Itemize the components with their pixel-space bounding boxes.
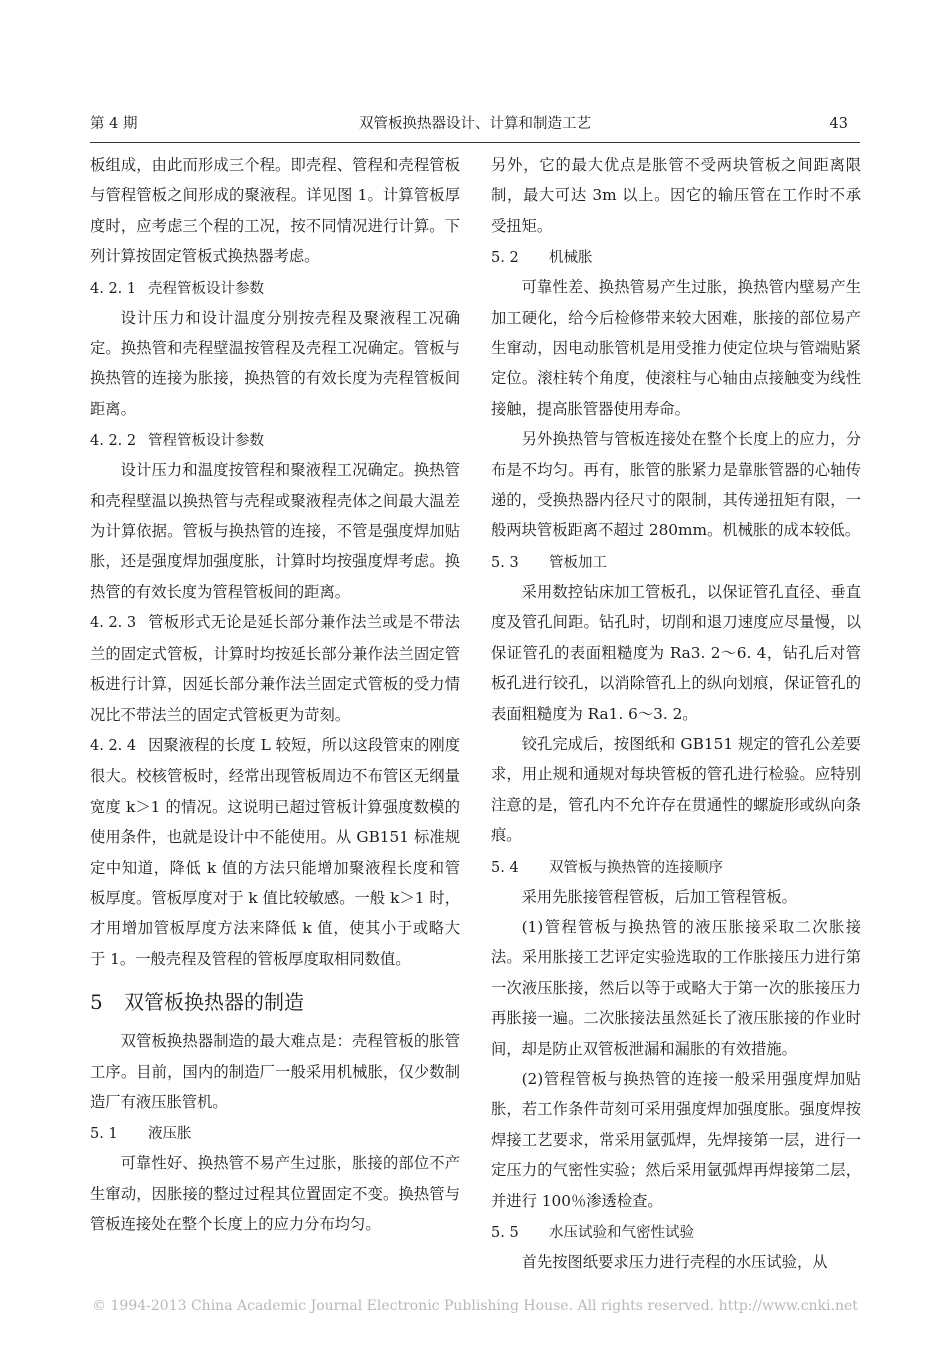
- copyright-footer: © 1994-2013 China Academic Journal Electronic Publishing House. All rights reserved. http://www.cnki.net: [92, 1298, 858, 1314]
- left-column: [90, 150, 460, 1240]
- subsection-heading-4-2-2: [90, 424, 460, 455]
- section-number: 5. 1: [90, 1126, 118, 1143]
- subsection-heading-5-4: [491, 851, 861, 882]
- section-number: 4. 2. 2: [90, 433, 137, 450]
- section-title: 管程管板设计参数: [148, 433, 264, 450]
- section-number: 5. 2: [491, 250, 519, 267]
- paragraph: 铰孔完成后，按图纸和 GB151 规定的管孔公差要求，用止规和通规对每块管板的管孔进行检验。应特别注意的是，管孔内不允许存在贯通性的螺旋形或纵向条痕。: [491, 734, 861, 845]
- section-number: 5: [90, 990, 103, 1015]
- paragraph: 可靠性差、换热管易产生过胀，换热管内壁易产生加工硬化，给今后检修带来较大困难，胀接的部位易产生窜动，因电动胀管机是用受推力使定位块与管端贴紧定位。滚柱转个角度，使滚柱与心轴由点接触变为线性接触，提高胀管器使用寿命。: [491, 278, 861, 418]
- subsection-heading-4-2-1: [90, 272, 460, 303]
- paragraph: 设计压力和设计温度分别按壳程及聚液程工况确定。换热管和壳程壁温按管程及壳程工况确定。管板与换热管的连接为胀接，换热管的有效长度为壳程管板间距离。: [90, 308, 460, 418]
- section-number: 5. 4: [491, 859, 519, 876]
- paragraph: (2)管程管板与换热管的连接一般采用强度焊加贴胀，若工作条件苛刻可采用强度焊加强度胀。强度焊按焊接工艺要求，常采用氩弧焊，先焊接第一层，进行一定压力的气密性实验；然后采用氩弧焊再焊接第二层，并进行 100％渗透检查。: [491, 1069, 861, 1210]
- issue-label: 第 4 期: [90, 116, 138, 132]
- page-number: 43: [829, 116, 848, 132]
- section-number: 4. 2. 1: [90, 280, 137, 297]
- subsection-heading-5-1: [90, 1117, 460, 1148]
- section-title: 机械胀: [549, 250, 593, 267]
- section-number: 4. 2. 3: [90, 615, 137, 632]
- paragraph: 双管板换热器制造的最大难点是：壳程管板的胀管工序。目前，国内的制造厂一般采用机械胀，仅少数制造厂有液压胀管机。: [90, 1032, 460, 1111]
- paragraph: 另外，它的最大优点是胀管不受两块管板之间距离限制，最大可达 3m 以上。因它的输压管在工作时不承受扭矩。: [491, 156, 861, 235]
- paragraph: 采用数控钻床加工管板孔，以保证管孔直径、垂直度及管孔间距。钻孔时，切削和退刀速度应尽量慢，以保证管孔的表面粗糙度为 Ra3. 2～6. 4，钻孔后对管板孔进行铰孔，以消除管孔上的纵向划痕，保证管孔的表面粗糙度为 Ra1. 6～3. 2。: [491, 582, 861, 723]
- paragraph: 另外换热管与管板连接处在整个长度上的应力，分布是不均匀。再有，胀管的胀紧力是靠胀管器的心轴传递的，受换热器内径尺寸的限制，其传递扭矩有限，一般两块管板距离不超过 280mm。机械胀的成本较低。: [491, 430, 861, 540]
- section-title: 管板加工: [549, 554, 607, 571]
- section-title: 液压胀: [148, 1126, 192, 1143]
- running-title: 双管板换热器设计、计算和制造工艺: [359, 116, 591, 132]
- paragraph-4-2-3: [90, 607, 460, 730]
- paragraph: (1)管程管板与换热管的液压胀接采取二次胀接法。采用胀接工艺评定实验选取的工作胀接压力进行第一次液压胀接，然后以等于或略大于第一次的胀接压力再胀接一遍。二次胀接法虽然延长了液压胀接的作业时间，却是防止双管板泄漏和漏胀的有效措施。: [491, 917, 861, 1058]
- subsection-heading-5-3: [491, 546, 861, 577]
- section-heading-5: [90, 986, 460, 1018]
- section-number: 5. 3: [491, 554, 519, 571]
- paragraph-text: 因聚液程的长度 L 较短，所以这段管束的刚度很大。校核管板时，经常出现管板周边不布管区无纲量宽度 k＞1 的情况。这说明已超过管板计算强度数模的使用条件，也就是设计中不能使用。从 GB151 标准规定中知道，降低 k 值的方法只能增加聚液程长度和管板厚度。管板厚度对于 k 值比较敏感。一般 k＞1 时，才用增加管板厚度方法来降低 k 值，使其小于或略大于 1。一般壳程及管程的管板厚度取相同数值。: [90, 735, 460, 968]
- subsection-heading-5-2: [491, 241, 861, 272]
- paragraph: 采用先胀接管程管板，后加工管程管板。: [521, 887, 797, 906]
- subsection-heading-5-5: [491, 1216, 861, 1247]
- paragraph: 板组成，由此而形成三个程。即壳程、管程和壳程管板与管程管板之间形成的聚液程。详见图 1。计算管板厚度时，应考虑三个程的工况，按不同情况进行计算。下列计算按固定管板式换热器考虑。: [90, 156, 460, 266]
- section-title: 水压试验和气密性试验: [549, 1225, 694, 1241]
- paragraph: 可靠性好、换热管不易产生过胀，胀接的部位不产生窜动，因胀接的整过过程其位置固定不变。换热管与管板连接处在整个长度上的应力分布均匀。: [90, 1154, 460, 1234]
- paragraph-4-2-4: [90, 730, 460, 974]
- section-title: 壳程管板设计参数: [148, 280, 264, 297]
- running-header: [90, 112, 860, 136]
- section-title: 双管板换热器的制造: [124, 990, 304, 1015]
- paragraph: 设计压力和温度按管程和聚液程工况确定。换热管和壳程壁温以换热管与壳程或聚液程壳体之间最大温差为计算依据。管板与换热管的连接，不管是强度焊加贴胀，还是强度焊加强度胀，计算时均按强度焊考虑。换热管的有效长度为管程管板间的距离。: [90, 461, 460, 601]
- paragraph-text: 管板形式无论是延长部分兼作法兰或是不带法兰的固定式管板，计算时均按延长部分兼作法兰固定管板进行计算，因延长部分兼作法兰固定式管板的受力情况比不带法兰的固定式管板更为苛刻。: [90, 613, 460, 724]
- header-rule: [90, 142, 860, 143]
- paragraph: 首先按图纸要求压力进行壳程的水压试验，从: [521, 1253, 828, 1271]
- right-column: [491, 150, 861, 1277]
- section-title: 双管板与换热管的连接顺序: [549, 859, 723, 876]
- section-number: 4. 2. 4: [90, 737, 137, 754]
- section-number: 5. 5: [491, 1225, 519, 1241]
